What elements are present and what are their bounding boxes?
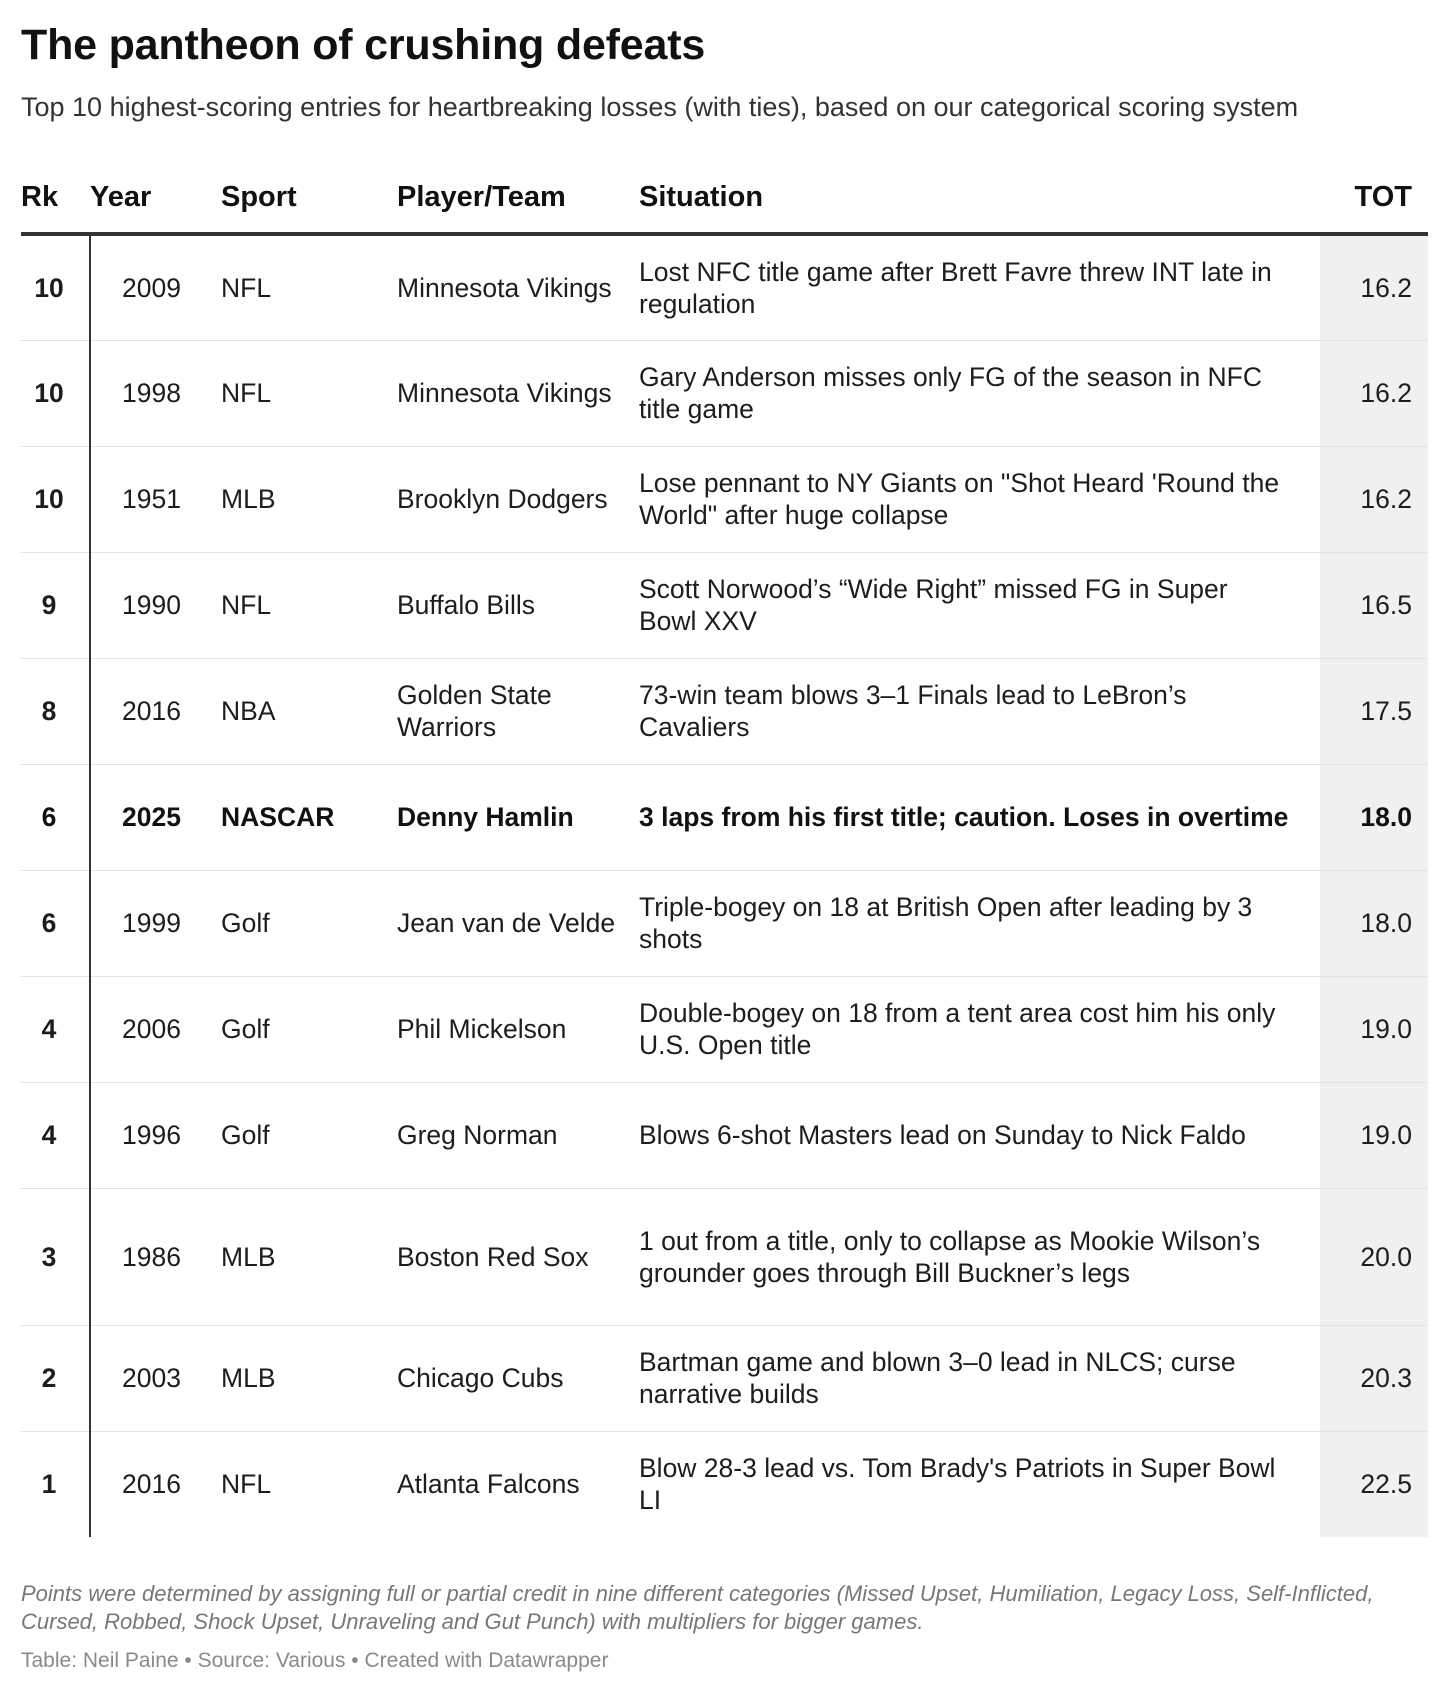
cell-team: Greg Norman [397, 1082, 639, 1188]
cell-sport: MLB [221, 1188, 397, 1325]
cell-sport: Golf [221, 976, 397, 1082]
table-row [21, 764, 1428, 870]
cell-year: 1986 [90, 1188, 221, 1325]
cell-year: 1990 [90, 552, 221, 658]
column-header-year[interactable]: Year [90, 163, 221, 234]
defeats-table [21, 163, 1428, 1537]
column-header-team[interactable]: Player/Team [397, 163, 639, 234]
cell-sport: MLB [221, 1325, 397, 1431]
cell-year: 1998 [90, 340, 221, 446]
cell-team: Brooklyn Dodgers [397, 446, 639, 552]
column-header-situation[interactable]: Situation [639, 163, 1320, 234]
cell-year: 1951 [90, 446, 221, 552]
cell-rank: 2 [21, 1325, 90, 1431]
column-header-rk[interactable]: Rk [21, 163, 90, 234]
cell-situation: Double-bogey on 18 from a tent area cost him his only U.S. Open title [639, 976, 1320, 1082]
cell-team: Denny Hamlin [397, 764, 639, 870]
table-row [21, 1431, 1428, 1537]
cell-total: 19.0 [1320, 976, 1428, 1082]
cell-situation: 1 out from a title, only to collapse as Mookie Wilson’s grounder goes through Bill Buckner’s legs [639, 1188, 1320, 1325]
cell-team: Jean van de Velde [397, 870, 639, 976]
cell-situation: Lost NFC title game after Brett Favre threw INT late in regulation [639, 234, 1320, 340]
table-row [21, 976, 1428, 1082]
column-header-tot[interactable]: TOT [1320, 163, 1428, 234]
cell-rank: 10 [21, 234, 90, 340]
cell-rank: 4 [21, 1082, 90, 1188]
source-credit: Table: Neil Paine • Source: Various • Created with Datawrapper [21, 1649, 609, 1672]
table-row [21, 1188, 1428, 1325]
page-subtitle: Top 10 highest-scoring entries for heartbreaking losses (with ties), based on our categorical scoring system [21, 92, 1299, 122]
cell-total: 16.2 [1320, 340, 1428, 446]
table-row [21, 552, 1428, 658]
header-row [21, 163, 1428, 234]
cell-team: Atlanta Falcons [397, 1469, 580, 1500]
cell-year: 2009 [90, 234, 221, 340]
cell-year: 2006 [90, 976, 221, 1082]
cell-situation: 3 laps from his first title; caution. Loses in overtime [639, 764, 1320, 870]
cell-team: Buffalo Bills [397, 552, 639, 658]
cell-sport: NFL [221, 1469, 272, 1500]
cell-team: Minnesota Vikings [397, 234, 639, 340]
cell-team: Golden State Warriors [397, 658, 639, 764]
cell-year: 2016 [90, 658, 221, 764]
cell-rank: 9 [21, 552, 90, 658]
cell-rank: 1 [21, 1431, 90, 1537]
cell-rank: 8 [21, 658, 90, 764]
cell-total: 20.3 [1320, 1325, 1428, 1431]
table-body [21, 234, 1428, 1537]
cell-total: 17.5 [1320, 658, 1428, 764]
cell-rank: 6 [21, 764, 90, 870]
table-row [21, 1082, 1428, 1188]
cell-sport: Golf [221, 1082, 397, 1188]
table-row [21, 1325, 1428, 1431]
cell-year: 1999 [90, 870, 221, 976]
cell-rank: 3 [21, 1188, 90, 1325]
cell-sport: NBA [221, 658, 397, 764]
cell-rank: 4 [21, 976, 90, 1082]
cell-rank: 6 [21, 870, 90, 976]
cell-sport: NASCAR [221, 764, 397, 870]
cell-year: 2016 [122, 1469, 181, 1500]
cell-sport: NFL [221, 552, 397, 658]
cell-team: Boston Red Sox [397, 1188, 639, 1325]
cell-year: 1996 [90, 1082, 221, 1188]
cell-situation: Blow 28-3 lead vs. Tom Brady's Patriots in Super Bowl LI [639, 1453, 1276, 1516]
cell-rank: 10 [21, 446, 90, 552]
cell-sport: MLB [221, 446, 397, 552]
cell-total: 16.2 [1320, 234, 1428, 340]
column-header-sport[interactable]: Sport [221, 163, 397, 234]
table-row [21, 870, 1428, 976]
page-title: The pantheon of crushing defeats [21, 21, 706, 69]
cell-situation: Scott Norwood’s “Wide Right” missed FG in Super Bowl XXV [639, 552, 1320, 658]
cell-total: 20.0 [1320, 1188, 1428, 1325]
cell-year: 2025 [90, 764, 221, 870]
cell-team: Chicago Cubs [397, 1325, 639, 1431]
cell-total: 18.0 [1320, 870, 1428, 976]
cell-total: 19.0 [1320, 1082, 1428, 1188]
cell-sport: NFL [221, 234, 397, 340]
cell-total: 16.5 [1320, 552, 1428, 658]
cell-situation: 73-win team blows 3–1 Finals lead to LeBron’s Cavaliers [639, 658, 1320, 764]
cell-sport: Golf [221, 870, 397, 976]
cell-year: 2003 [90, 1325, 221, 1431]
table-row [21, 658, 1428, 764]
cell-total: 18.0 [1320, 764, 1428, 870]
table-row [21, 234, 1428, 340]
cell-rank: 10 [21, 340, 90, 446]
footnote: Points were determined by assigning full or partial credit in nine different categories (Missed Upset, Humiliation, Legacy Loss, Self-Inflicted, Cursed, Robbed, Shock Upset, Unraveling and Gut Punch) with multipliers for bigger games. [21, 1581, 1374, 1634]
cell-sport: NFL [221, 340, 397, 446]
table-row [21, 446, 1428, 552]
cell-situation: Gary Anderson misses only FG of the season in NFC title game [639, 340, 1320, 446]
cell-total: 16.2 [1320, 446, 1428, 552]
table-header [21, 163, 1428, 234]
cell-team: Minnesota Vikings [397, 340, 639, 446]
cell-situation: Bartman game and blown 3–0 lead in NLCS; curse narrative builds [639, 1325, 1320, 1431]
cell-situation: Lose pennant to NY Giants on "Shot Heard 'Round the World" after huge collapse [639, 446, 1320, 552]
cell-team: Phil Mickelson [397, 976, 639, 1082]
cell-situation: Triple-bogey on 18 at British Open after leading by 3 shots [639, 870, 1320, 976]
cell-total: 22.5 [1320, 1431, 1428, 1537]
cell-situation: Blows 6-shot Masters lead on Sunday to Nick Faldo [639, 1082, 1320, 1188]
table-row [21, 340, 1428, 446]
